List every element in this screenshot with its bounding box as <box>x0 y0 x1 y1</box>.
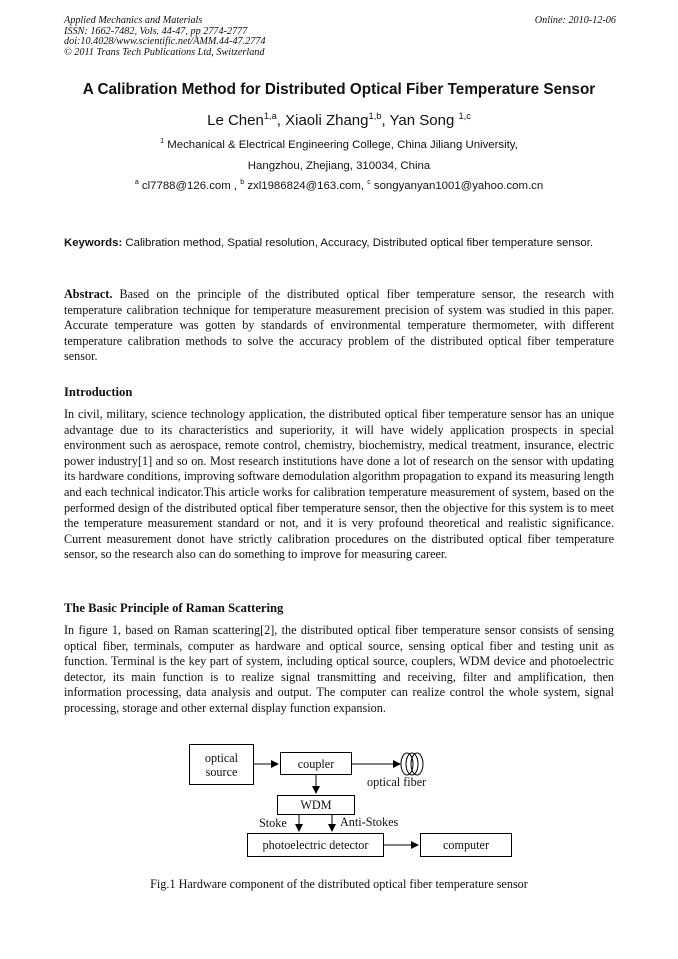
introduction-text: In civil, military, science technology application, the distributed optical fiber temperature sensor has an unique advantage due to its characteristics and superiority, it will have widely application prospects in special environment such as aerospace, remote control, chemistry, biochemistry, medical treatment, insurance, electric power industry[1] and so on. Most research institutions have done a lot of research on the sensor with updating its hardware conditions, improving software demodulation algorithm propagation to expand its measuring length and each technical indicator.This article works for calibration temperature measurement of system, based on the performed design of the distributed optical fiber temperature sensor, then the objective for this system is to meet the temperature measurement standard or not, and it is very profound theoretical and realistic significance. Current measurement donot have strictly calibration procedures on the distributed optical fiber temperature sensor, so the research also can do something to improve for measuring career. <box>64 407 615 562</box>
online-date: Online: 2010-12-06 <box>534 15 616 26</box>
optical-source-label-1: optical <box>204 750 239 765</box>
optical-source-box <box>189 744 254 785</box>
introduction-heading: Introduction <box>64 385 133 399</box>
keywords-text: Calibration method, Spatial resolution, Accuracy, Distributed optical fiber temperature sensor. <box>125 237 594 249</box>
email-address[interactable]: cl7788@126.com , <box>141 180 238 192</box>
email-superscript: a <box>134 179 139 187</box>
anti-stokes-label: Anti-Stokes <box>340 815 399 829</box>
raman-text: In figure 1, based on Raman scattering[2], the distributed optical fiber temperature sensor consists of sensing optical fiber, terminals, computer as hardware and optical source, sensing optical fiber and testing unit as function. Terminal is the key part of system, including optical source, couplers, WDM device and photoelectric detector, its main function is to realize signal transmitting and receiving, filter and amplification, then information processing, data analysis and output. The computer can realize control the whole system, signal processing, storage and other external display function expansion. <box>64 623 614 715</box>
journal-header <box>64 16 616 58</box>
photoelectric-detector-box: photoelectric detector <box>247 833 384 857</box>
author-name: Le Chen <box>207 112 264 129</box>
fiber-coil-icon <box>401 753 423 775</box>
wdm-box: WDM <box>277 795 355 815</box>
affiliation-line-1 <box>0 139 678 151</box>
author-superscript: 1,a <box>263 111 277 121</box>
stoke-label: Stoke <box>259 816 287 830</box>
journal-name: Applied Mechanics and Materials <box>64 15 203 26</box>
email-line <box>0 180 678 192</box>
issn-line: ISSN: 1662-7482, Vols. 44-47, pp 2774-2777 <box>64 25 248 37</box>
affiliation-line-2: Hangzhou, Zhejiang, 310034, China <box>247 160 431 172</box>
abstract-text: Based on the principle of the distributed optical fiber temperature sensor, the research with temperature calibration technique for temperature measurement precision of system was studied in this paper. Accurate temperature was gotten by standards of environmental temperature thermometer, with different temperature calibration methods to solve the accuracy problem of the distributed optical fiber temperature sensor. <box>64 287 615 364</box>
abstract-label: Abstract. <box>64 287 113 301</box>
optical-source-label-2: source <box>205 764 238 779</box>
keywords-section <box>64 236 614 252</box>
email-superscript: c <box>367 179 371 187</box>
figure-caption: Fig.1 Hardware component of the distributed optical fiber temperature sensor <box>150 877 528 891</box>
author-list: Le Chen$^{1,a}$, Xiaoli Zhang$^{1,b}$, Yan Song $^{1,c}$ <box>207 111 471 129</box>
keywords-label: Keywords: <box>64 237 123 249</box>
paper-title: A Calibration Method for Distributed Optical Fiber Temperature Sensor <box>82 81 596 98</box>
email-address[interactable]: zxl1986824@163.com, <box>247 180 365 192</box>
email-superscript: b <box>240 179 245 187</box>
raman-heading: The Basic Principle of Raman Scattering <box>64 601 284 615</box>
doi-line: doi:10.4028/www.scientific.net/AMM.44-47.2774 <box>64 36 266 48</box>
author-superscript: 1,b <box>368 111 382 121</box>
affiliation-superscript: 1 <box>160 138 165 146</box>
email-address[interactable]: songyanyan1001@yahoo.com.cn <box>373 180 544 192</box>
abstract-section <box>64 287 614 365</box>
author-superscript: 1,c <box>458 111 471 121</box>
optical-fiber-label: optical fiber <box>367 775 427 789</box>
coupler-box: coupler <box>280 752 352 775</box>
affiliation-text: Mechanical & Electrical Engineering College, China Jiliang University, <box>167 139 518 151</box>
author-name: Yan Song <box>389 112 455 129</box>
copyright-line: © 2011 Trans Tech Publications Ltd, Switzerland <box>64 46 265 58</box>
author-name: Xiaoli Zhang <box>285 112 369 129</box>
computer-box: computer <box>420 833 512 857</box>
